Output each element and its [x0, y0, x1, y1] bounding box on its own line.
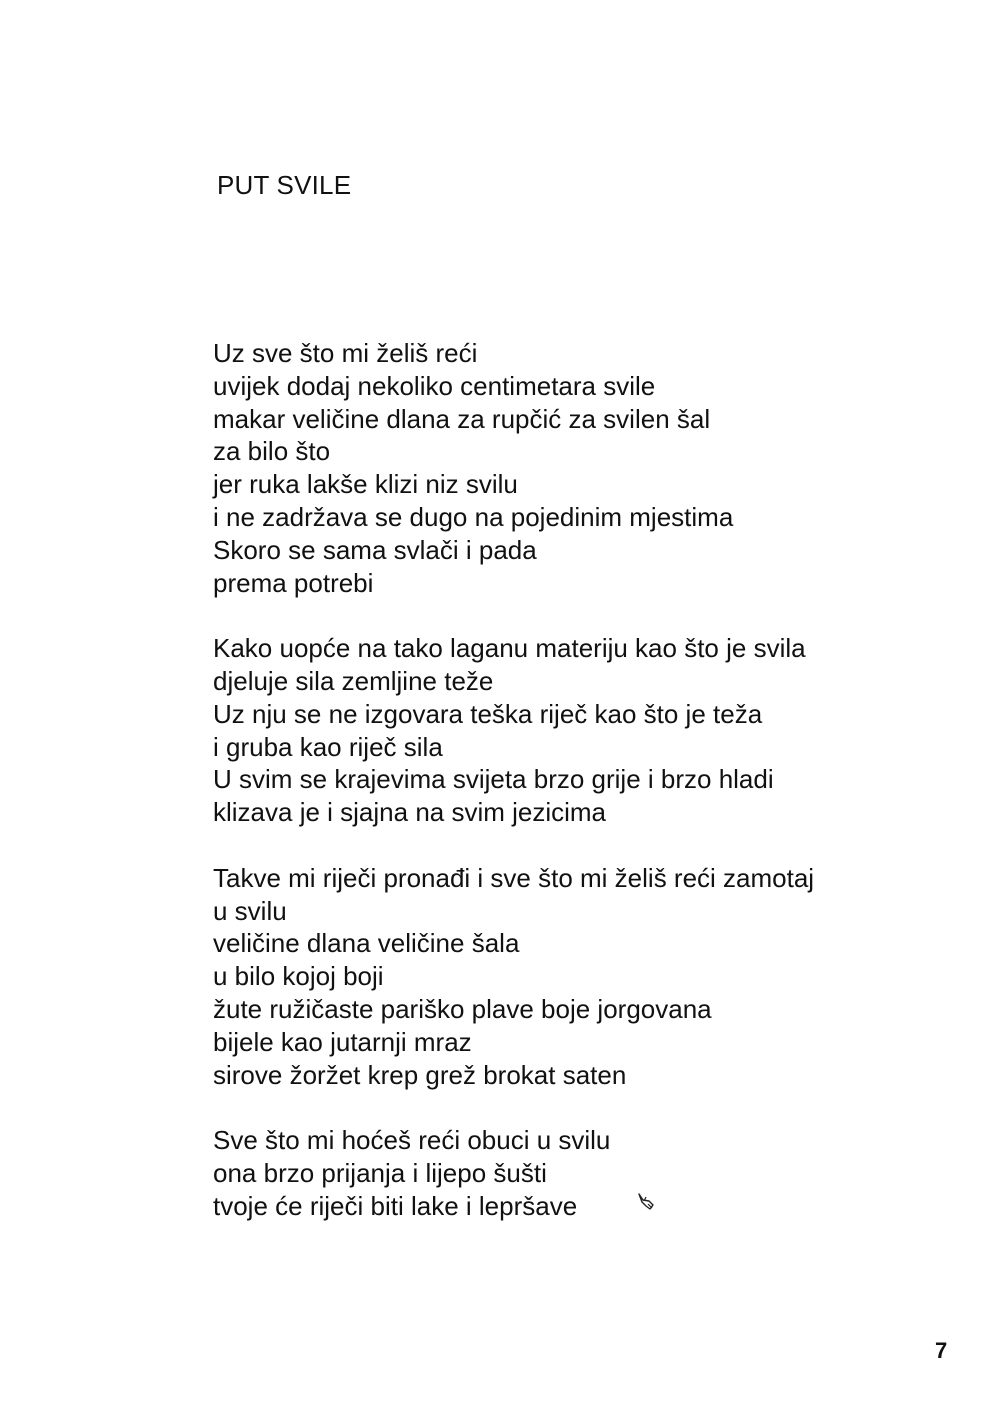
- poem-line: klizava je i sjajna na svim jezicima: [213, 797, 607, 828]
- poem-line: u bilo kojoj boji: [213, 961, 384, 992]
- poem-line: prema potrebi: [213, 567, 374, 598]
- poem-line: djeluje sila zemljine teže: [213, 665, 494, 696]
- poem-line: Uz sve što mi želiš reći: [213, 338, 478, 368]
- poem-line: Uz nju se ne izgovara teška riječ kao što je teža: [213, 698, 763, 729]
- poem-line: sirove žoržet krep grež brokat saten: [213, 1059, 627, 1090]
- poem-line: U svim se krajevima svijeta brzo grije i brzo hladi: [213, 764, 774, 795]
- poem-line: bijele kao jutarnji mraz: [213, 1026, 472, 1057]
- stanza-2: [213, 632, 913, 829]
- stanza-4: [213, 1124, 913, 1222]
- poem-line: žute ružičaste pariško plave boje jorgovana: [213, 993, 712, 1024]
- poem-line: Kako uopće na tako laganu materiju kao što je svila: [213, 633, 806, 664]
- page-number: 7: [935, 1338, 948, 1363]
- poem-line: i ne zadržava se dugo na pojedinim mjestima: [213, 501, 734, 532]
- page-title: PUT SVILE: [217, 170, 352, 200]
- stanza-1: [213, 337, 913, 599]
- hand-ornament-icon: [637, 1192, 659, 1212]
- poem-line: Skoro se sama svlači i pada: [213, 534, 537, 565]
- poem-line: uvijek dodaj nekoliko centimetara svile: [213, 370, 656, 401]
- poem-line: Takve mi riječi pronađi i sve što mi želiš reći zamotaj: [213, 862, 815, 893]
- poem-line: Sve što mi hoćeš reći obuci u svilu: [213, 1125, 611, 1156]
- poem-line: i gruba kao riječ sila: [213, 731, 443, 762]
- poem-line: ona brzo prijanja i lijepo šušti: [213, 1157, 547, 1188]
- poem-body: [213, 337, 913, 1255]
- poem-line: jer ruka lakše klizi niz svilu: [213, 469, 518, 500]
- poem-line: makar veličine dlana za rupčić za svilen šal: [213, 403, 711, 434]
- poem-line: u svilu: [213, 895, 287, 926]
- poem-line: veličine dlana veličine šala: [213, 928, 520, 959]
- poem-line: za bilo što: [213, 436, 331, 467]
- poem-line: tvoje će riječi biti lake i lepršave: [213, 1190, 578, 1221]
- stanza-3: [213, 862, 913, 1092]
